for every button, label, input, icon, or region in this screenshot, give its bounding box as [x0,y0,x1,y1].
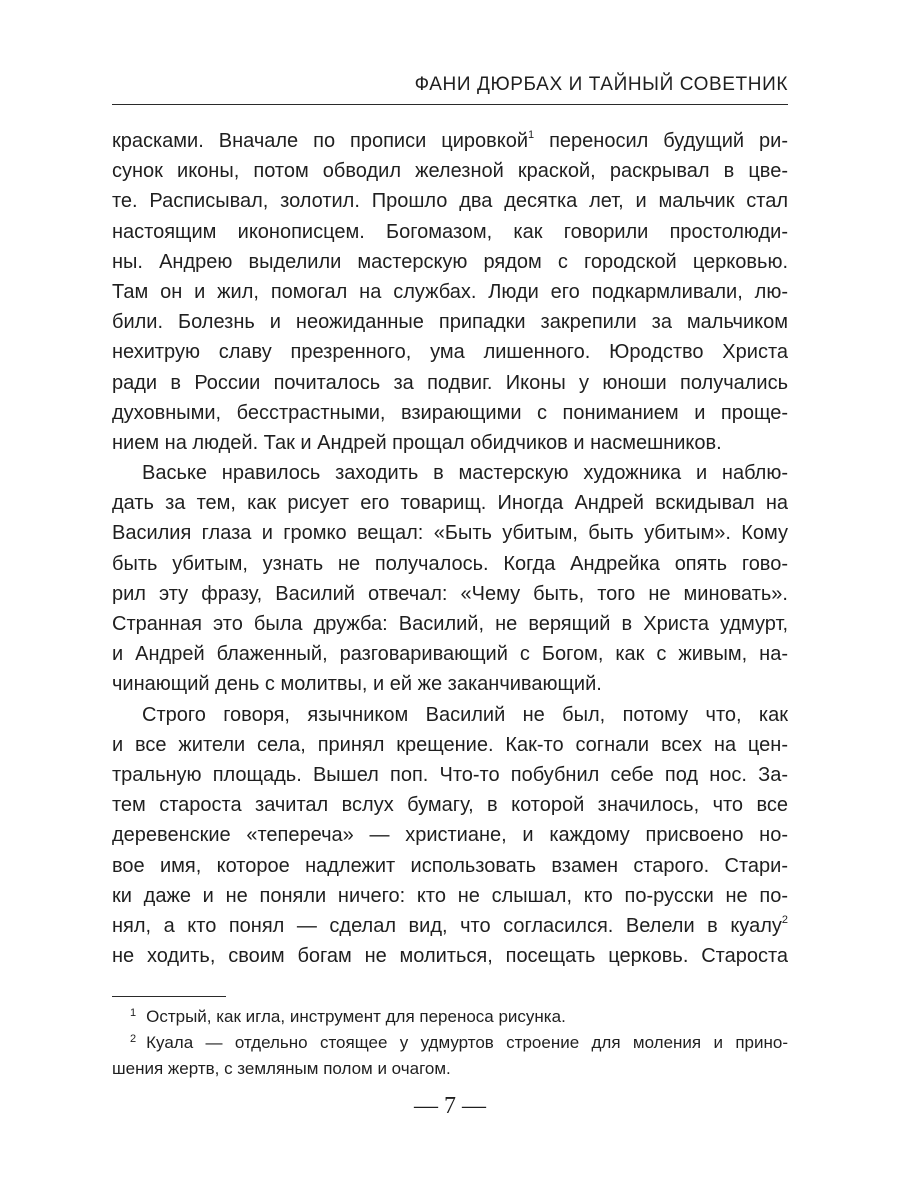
text-line: настоящим иконописцем. Богомазом, как говорили простолюди- [112,220,788,243]
text-line: духовными, бесстрастными, взирающими с пониманием и проще- [112,401,788,424]
text-line: Там он и жил, помогал на службах. Люди его подкармливали, лю- [112,280,788,303]
text-line: не ходить, своим богам не молиться, посещать церковь. Староста [112,945,788,968]
text-line: Василия глаза и громко вещал: «Быть убитым, быть убитым». Кому [112,522,788,545]
text-line: тральную площадь. Вышел поп. Что-то побубнил себе под нос. За- [112,763,788,786]
footnote-ref: 1 [528,129,535,141]
footnote [112,1004,788,1030]
footnote [112,1030,788,1082]
text-line: ради в России почиталось за подвиг. Иконы у юноши получались [112,371,788,394]
text-line: вое имя, которое надлежит использовать взамен старого. Стари- [112,854,788,877]
text-line: нял, а кто понял — сделал вид, что согласился. Велели в куалу$^2$ [112,913,788,937]
text-line: рил эту фразу, Василий отвечал: «Чему быть, того не миновать». [112,582,788,605]
body-text [112,126,788,971]
footnote-mark: 1 [130,1007,137,1019]
text-line: били. Болезнь и неожиданные припадки закрепили за мальчиком [112,311,788,334]
paragraph [112,126,788,458]
text-line: чинающий день с молитвы, и ей же заканчивающий. [112,673,602,696]
page-number: — 7 — [414,1093,486,1119]
footnote-line: $^2$ Куала — отдельно стоящее у удмуртов строение для моления и прино- [130,1033,788,1052]
text-line: дать за тем, как рисует его товарищ. Иногда Андрей вскидывал на [112,492,788,515]
text-line: красками. Вначале по прописи цировкой$^1$ переносил будущий ри- [112,129,789,152]
text-line: Ваське нравилось заходить в мастерскую художника и наблю- [142,462,788,485]
footnotes [112,1004,788,1082]
text-line: Странная это была дружба: Василий, не верящий в Христа удмурт, [112,613,788,635]
footnote-line: $^1$ Острый, как игла, инструмент для переноса рисунка. [130,1007,566,1026]
text-line: тем староста зачитал вслух бумагу, в которой значилось, что все [112,794,788,817]
book-title: ФАНИ ДЮРБАХ И ТАЙНЫЙ СОВЕТНИК [414,74,788,95]
text-line: сунок иконы, потом обводил железной краской, раскрывал в цве- [112,160,788,183]
text-line: и все жители села, принял крещение. Как-то согнали всех на цен- [112,733,788,756]
footnote-line: шения жертв, с земляным полом и очагом. [112,1059,451,1078]
text-line: быть убитым, узнать не получалось. Когда Андрейка опять гово- [112,552,788,575]
text-line: ки даже и не поняли ничего: кто не слышал, кто по-русски не по- [112,884,788,907]
text-line: Строго говоря, язычником Василий не был, потому что, как [142,703,788,726]
footnote-divider [112,996,226,997]
text-line: те. Расписывал, золотил. Прошло два десятка лет, и мальчик стал [112,190,788,213]
text-line: ны. Андрею выделили мастерскую рядом с городской церковью. [112,250,788,273]
text-line: нием на людей. Так и Андрей прощал обидчиков и насмешников. [112,431,722,454]
footnote-mark: 2 [130,1033,137,1045]
footnote-ref: 2 [781,913,788,926]
text-line: и Андрей блаженный, разговаривающий с Богом, как с живым, на- [112,643,788,666]
text-line: деревенские «тепереча» — христиане, и каждому присвоено но- [112,824,788,847]
running-head [112,74,788,105]
paragraph [112,700,788,972]
text-line: нехитрую славу презренного, ума лишенного. Юродство Христа [112,341,788,364]
paragraph [112,458,788,700]
